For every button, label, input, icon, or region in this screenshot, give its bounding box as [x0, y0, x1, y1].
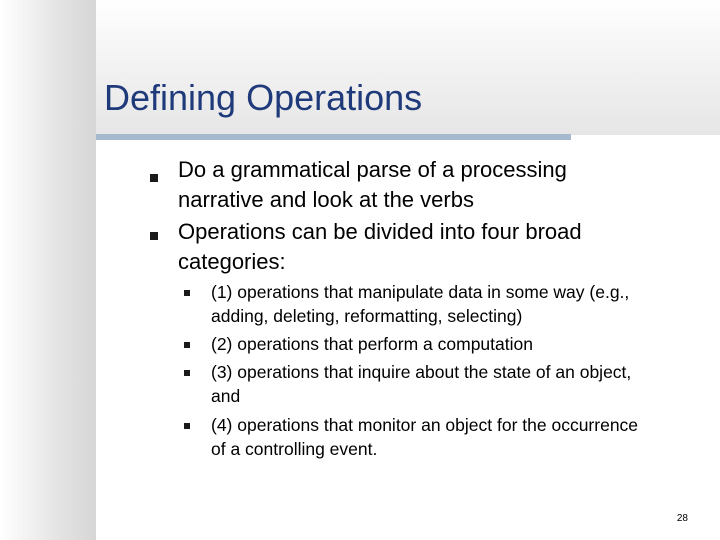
bullet-square-icon: [150, 174, 158, 182]
sub-bullet-text: (4) operations that monitor an object for the occurrence of a controlling event.: [211, 415, 639, 459]
sub-bullet-text: (3) operations that inquire about the state of an object, and: [211, 362, 632, 406]
sub-bullet-square-icon: [184, 423, 190, 429]
sub-bullet-text: (2) operations that perform a computation: [211, 334, 533, 354]
side-gradient-band: [0, 0, 96, 540]
page-number: 28: [676, 513, 688, 524]
sub-bullet-square-icon: [184, 342, 190, 348]
title-underline-rule: [96, 134, 571, 140]
slide-title: Defining Operations: [104, 77, 423, 118]
sub-bullet-square-icon: [184, 370, 190, 376]
bullet-text: Do a grammatical parse of a processing narrative and look at the verbs: [178, 157, 567, 212]
bullet-square-icon: [150, 232, 158, 240]
sub-bullet-text: (1) operations that manipulate data in some way (e.g., adding, deleting, reformatting, selecting): [211, 282, 630, 326]
sub-bullet-square-icon: [184, 290, 190, 296]
bullet-text: Operations can be divided into four broad categories:: [178, 219, 582, 274]
